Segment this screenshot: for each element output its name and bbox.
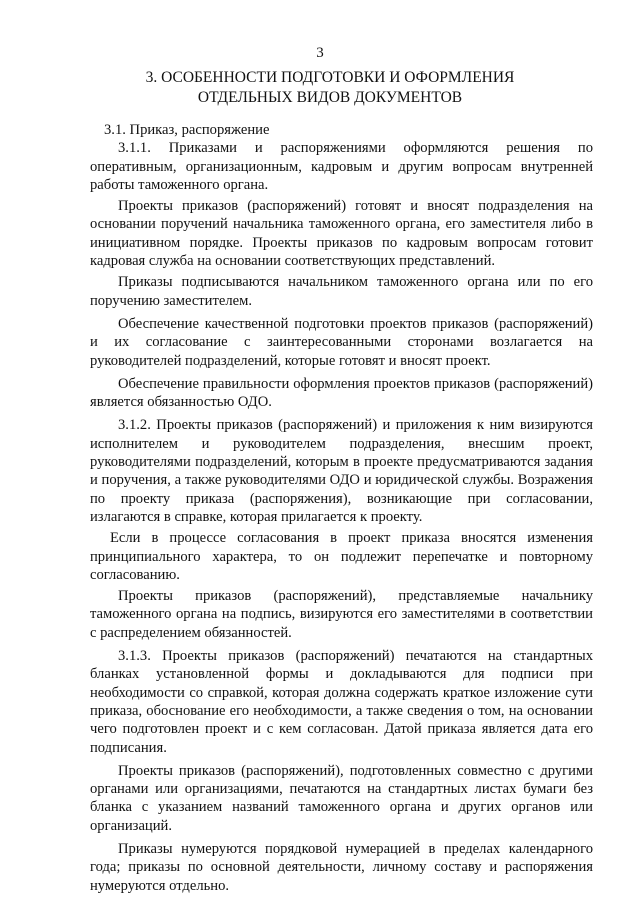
section-title-line-1: 3. ОСОБЕННОСТИ ПОДГОТОВКИ И ОФОРМЛЕНИЯ <box>145 69 515 86</box>
paragraph: 3.1.1. Приказами и распоряжениями оформляются решения по оперативным, организационным, кадровым и другим вопросам внутренней работы таможенного органа. <box>90 140 593 193</box>
document-body <box>90 121 593 895</box>
paragraph: 3.1.2. Проекты приказов (распоряжений) и приложения к ним визируются исполнителем и руководителем подразделения, внесшим проект, руководителями подразделений, которым в проекте предусматриваются задания и поручения, а также руководителями ОДО и юридической службы. Возражения по проекту приказа (распоряжения), возникающие при согласовании, излагаются в справке, которая прилагается к проекту. <box>90 417 593 525</box>
page-number: 3 <box>316 45 324 61</box>
paragraph: Проекты приказов (распоряжений) готовят и вносят подразделения на основании поручений начальника таможенного органа, его заместителя либо в инициативном порядке. Проекты приказов по кадровым вопросам готовит кадровая служба на основании соответствующих представлений. <box>90 198 593 270</box>
paragraph: Обеспечение правильности оформления проектов приказов (распоряжений) является обязанностью ОДО. <box>90 375 593 411</box>
paragraph: Проекты приказов (распоряжений), представляемые начальнику таможенного органа на подпись, визируются его заместителями в соответствии с распределением обязанностей. <box>90 588 593 641</box>
subsection-heading: 3.1. Приказ, распоряжение <box>104 122 270 138</box>
section-title-line-2: ОТДЕЛЬНЫХ ВИДОВ ДОКУМЕНТОВ <box>197 89 463 106</box>
paragraph: Обеспечение качественной подготовки проектов приказов (распоряжений) и их согласование с заинтересованными сторонами возлагается на руководителей подразделений, которые готовят и вносят проект. <box>90 315 593 369</box>
paragraph: Приказы нумеруются порядковой нумерацией в пределах календарного года; приказы по основной деятельности, личному составу и распоряжения нумеруются отдельно. <box>90 840 593 894</box>
paragraph: Если в процессе согласования в проект приказа вносятся изменения принципиального характера, то он подлежит перепечатке и повторному согласованию. <box>90 530 593 583</box>
paragraph: 3.1.3. Проекты приказов (распоряжений) печатаются на стандартных бланках установленной формы и докладываются для подписи при необходимости со справкой, которая должна содержать краткое изложение сути приказа, обоснование его необходимости, а также сведения о том, на основании чего подготовлен проект и с кем согласован. Датой приказа является дата его подписания. <box>90 648 593 756</box>
paragraph: Приказы подписываются начальником таможенного органа или по его поручению заместителем. <box>90 274 593 309</box>
section-title <box>60 68 600 108</box>
paragraph: Проекты приказов (распоряжений), подготовленных совместно с другими органами или организациями, печатаются на стандартных листах бумаги без бланка с указанием названий таможенного органа и других органов или организаций. <box>90 762 593 834</box>
